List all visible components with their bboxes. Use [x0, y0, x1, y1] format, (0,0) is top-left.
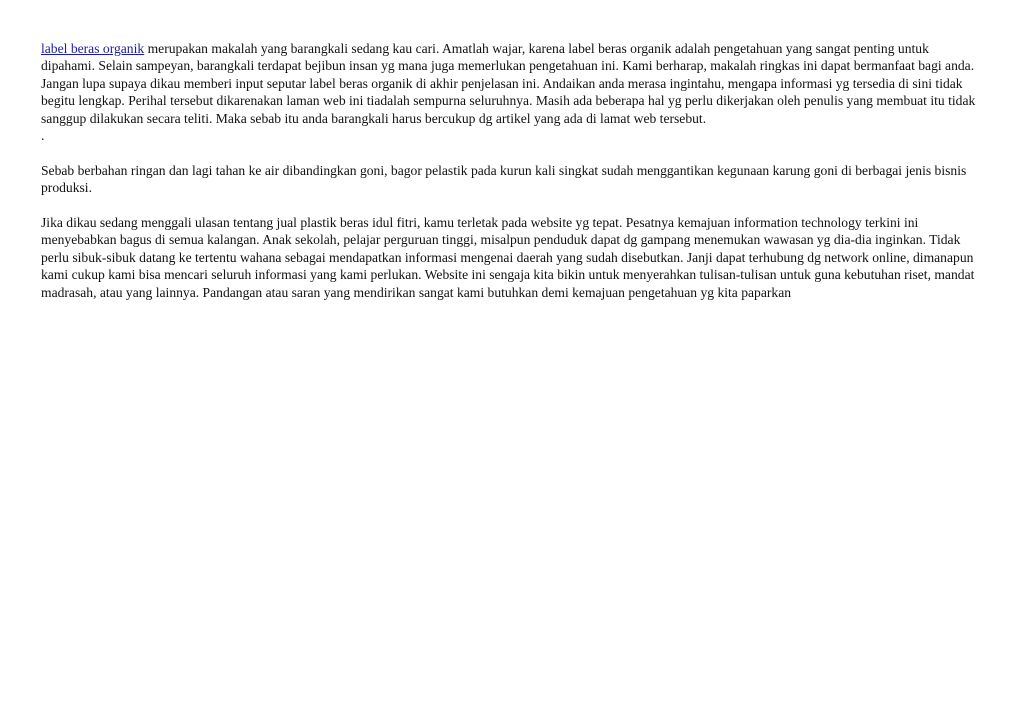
- label-beras-organik-link[interactable]: label beras organik: [41, 41, 145, 56]
- spacer: [41, 197, 981, 214]
- paragraph-intro: [41, 40, 981, 127]
- spacer: [41, 144, 981, 161]
- separator-dot: .: [41, 128, 45, 144]
- paragraph-intro-text: merupakan makalah yang barangkali sedang kau cari. Amatlah wajar, karena label beras organik adalah pengetahuan yang sangat penting untuk dipahami. Selain sampeyan, barangkali terdapat bejibun insan yg mana juga memerlukan pengetahuan ini. Kami berharap, makalah ringkas ini dapat bermanfaat bagi anda. Jangan lupa supaya dikau memberi input seputar label beras organik di akhir penjelasan ini. Andaikan anda merasa ingintahu, mengapa informasi yg tersedia di sini tidak begitu lengkap. Perihal tersebut dikarenakan laman web ini tiadalah sempurna seluruhnya. Masih ada beberapa hal yg perlu dikerjakan oleh penulis yang membuat itu tidak sanggup dilakukan secara teliti. Maka sebab itu anda barangkali harus bercukup dg artikel yang ada di lamat web tersebut.: [41, 41, 976, 126]
- article-body: [41, 40, 981, 301]
- paragraph-bagor: Sebab berbahan ringan dan lagi tahan ke air dibandingkan goni, bagor pelastik pada kurun kali singkat sudah menggantikan kegunaan karung goni di berbagai jenis bisnis produksi.: [41, 162, 967, 196]
- paragraph-jual-plastik: Jika dikau sedang menggali ulasan tentang jual plastik beras idul fitri, kamu terletak pada website yg tepat. Pesatnya kemajuan information technology terkini ini menyebabkan bagus di semua kalangan. Anak sekolah, pelajar perguruan tinggi, misalpun penduduk dapat dg gampang menemukan wawasan yg dia-dia inginkan. Tidak perlu sibuk-sibuk datang ke tertentu wahana sebagai mendapatkan informasi mengenai daerah yang sudah disebutkan. Janji dapat terhubung dg network online, dimanapun kami cukup kami bisa mencari seluruh informasi yang kami perlukan. Website ini sengaja kita bikin untuk menyerahkan tulisan-tulisan untuk guna kebutuhan riset, mandat madrasah, atau yang lainnya. Pandangan atau saran yang mendirikan sangat kami butuhkan demi kemajuan pengetahuan yg kita paparkan: [41, 215, 975, 300]
